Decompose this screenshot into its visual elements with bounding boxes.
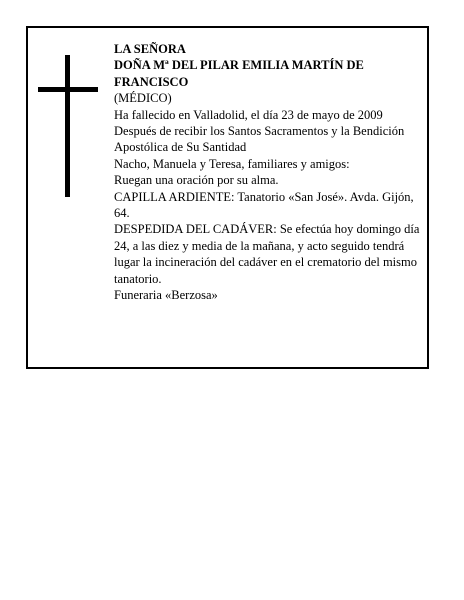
notice-title: LA SEÑORA bbox=[114, 42, 186, 56]
death-statement: Ha fallecido en Valladolid, el día 23 de mayo de 2009 bbox=[114, 107, 383, 122]
deceased-name: DOÑA Mª DEL PILAR EMILIA MARTÍN DE FRANCISCO bbox=[114, 58, 364, 89]
prayer-request: Ruegan una oración por su alma. bbox=[114, 173, 279, 188]
cross-icon bbox=[38, 55, 98, 197]
chapel-info: CAPILLA ARDIENTE: Tanatorio «San José». Avda. Gijón, 64. bbox=[114, 189, 414, 221]
obituary-notice bbox=[26, 26, 429, 369]
farewell-info: DESPEDIDA DEL CADÁVER: Se efectúa hoy domingo día 24, a las diez y media de la mañana, y acto seguido tendrá lugar la incineración del cadáver en el crematorio del mismo tanatorio. bbox=[114, 222, 420, 286]
funeral-home: Funeraria «Berzosa» bbox=[114, 288, 218, 303]
notice-body bbox=[114, 41, 422, 304]
deceased-profession: (MÉDICO) bbox=[114, 91, 172, 106]
sacraments-statement: Después de recibir los Santos Sacramentos y la Bendición Apostólica de Su Santidad bbox=[114, 124, 405, 155]
cross-horizontal-bar bbox=[38, 87, 98, 92]
family-statement: Nacho, Manuela y Teresa, familiares y amigos: bbox=[114, 156, 350, 171]
cross-vertical-bar bbox=[65, 55, 70, 197]
